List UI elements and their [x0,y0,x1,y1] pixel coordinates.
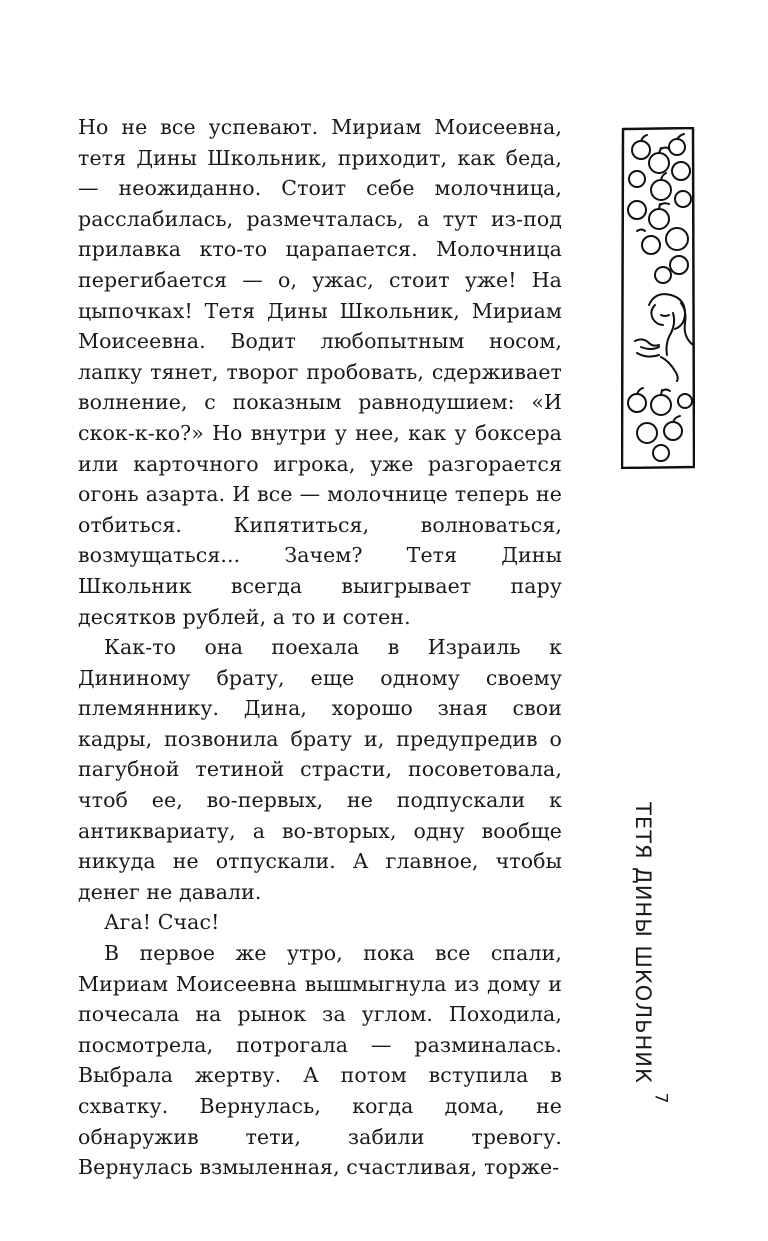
apples-illustration-icon [621,127,695,469]
paragraph-2: Как-то она поехала в Израиль к Дининому брату, еще одному своему племяннику. Дина, хорошо зная свои кадры, позвонила брату и, предупредив о пагубной тетиной страсти, посоветовала, чтоб ее, во-первых, не подпускали к антиквариату, а во-вторых, одну вообще никуда не отпускали. А главное, чтобы денег не давали. [78,635,562,904]
running-title-text: ТЕТЯ ДИНЫ ШКОЛЬНИК [631,802,655,1084]
paragraph-3: Ага! Счас! [104,910,220,935]
page-number [650,1086,670,1110]
running-title [613,802,673,1084]
paragraph-1: Но не все успевают. Мириам Моисеевна, тетя Дины Школьник, приходит, как беда,— неожиданно. Стоит себе молочница, расслабилась, размечталась, а тут из-под прилавка кто-то царапается. Молочница перегибается — о, ужас, стоит уже! На цыпочках! Тетя Дины Школьник, Мириам Моисеевна. Водит любопытным носом, лапку тянет, творог пробовать, сдерживает волнение, с показным равнодушием: «И скок-к-ко?» Но внутри у нее, как у боксера или карточного игрока, уже разгорается огонь азарта. И все — молочнице теперь не отбиться. Кипятиться, волноваться, возмущаться... Зачем? Тетя Дины Школьник всегда выигрывает пару десятков рублей, а то и сотен. [78,115,562,629]
page-number-text: 7 [649,1092,670,1104]
paragraph-4: В первое же утро, пока все спали, Мириам Моисеевна вышмыгнула из дому и почесала на рынок за углом. Походила, посмотрела, потрогала — разминалась. Выбрала жертву. А потом вступила в схватку. Вернулась, когда дома, не обнаружив тети, забили тревогу. Вернулась взмыленная, счастливая, торже- [78,941,562,1180]
main-text [78,112,562,1183]
